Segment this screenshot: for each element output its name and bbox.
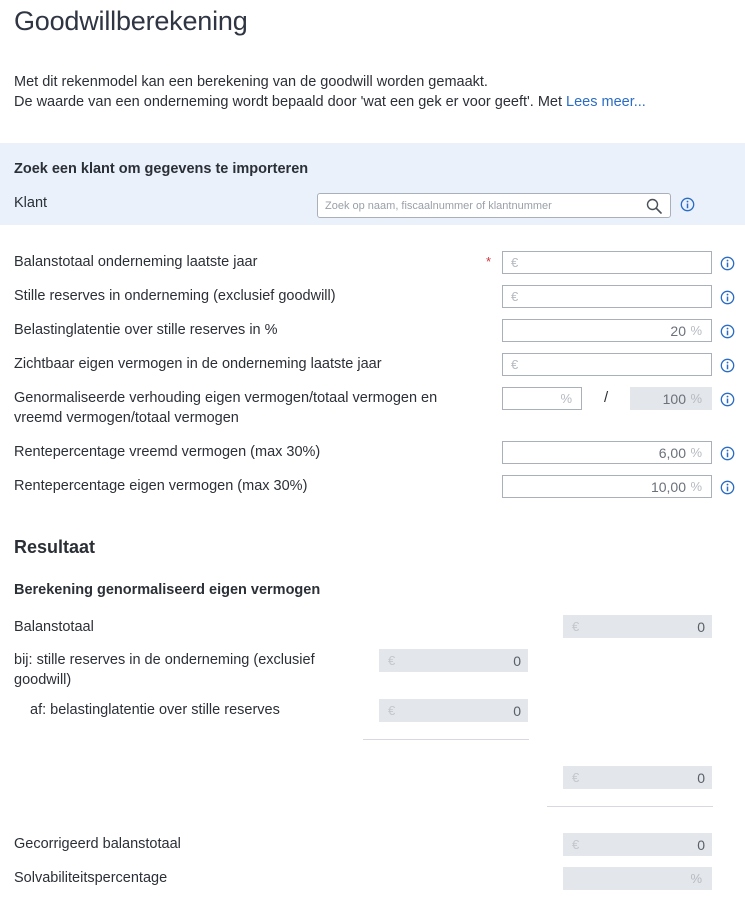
rente-eigen-label: Rentepercentage eigen vermogen (max 30%) — [14, 478, 308, 494]
total-ratio-readonly — [630, 387, 712, 410]
rente-vreemd-value: 6,00 — [658, 445, 686, 461]
rente-eigen-value: 10,00 — [650, 479, 686, 495]
bij-stille-reserves-output — [379, 649, 528, 672]
solvabiliteit-output — [563, 867, 712, 890]
search-icon[interactable] — [646, 198, 662, 214]
solvabiliteit-label: Solvabiliteitspercentage — [14, 870, 168, 886]
client-label: Klant — [14, 195, 48, 211]
euro-unit: € — [572, 619, 580, 634]
balanstotaal-input[interactable] — [502, 251, 712, 274]
euro-unit: € — [572, 770, 580, 785]
result-balanstotaal-value: 0 — [697, 619, 705, 635]
genormaliseerde-verhouding-label-line-1: Genormaliseerde verhouding eigen vermogen/totaal vermogen en — [14, 390, 438, 406]
balanstotaal-label: Balanstotaal onderneming laatste jaar — [14, 254, 258, 270]
result-balanstotaal-label: Balanstotaal — [14, 619, 94, 635]
gecorrigeerd-value: 0 — [697, 837, 705, 853]
info-icon[interactable] — [720, 256, 735, 271]
info-icon[interactable] — [720, 392, 735, 407]
gecorrigeerd-output — [563, 833, 712, 856]
info-icon[interactable] — [720, 290, 735, 305]
percent-unit: % — [690, 391, 702, 406]
af-belastinglatentie-label: af: belastinglatentie over stille reserves — [30, 702, 280, 718]
zichtbaar-ev-input[interactable] — [502, 353, 712, 376]
zichtbaar-ev-label: Zichtbaar eigen vermogen in de onderneming laatste jaar — [14, 356, 382, 372]
bij-stille-reserves-value: 0 — [513, 653, 521, 669]
bij-stille-reserves-label-line-2: goodwill) — [14, 672, 72, 688]
euro-unit: € — [511, 289, 519, 304]
intro-text — [14, 72, 734, 112]
page-title: Goodwillberekening — [14, 6, 248, 36]
percent-unit: % — [690, 323, 702, 338]
client-search-input[interactable] — [318, 194, 628, 217]
required-marker: * — [486, 254, 492, 269]
result-title: Resultaat — [14, 537, 96, 557]
result-balanstotaal-output — [563, 615, 712, 638]
ratio-separator: / — [604, 389, 609, 406]
total-ratio-value: 100 — [662, 391, 686, 407]
bij-stille-reserves-label — [14, 650, 315, 690]
euro-unit: € — [511, 357, 519, 372]
import-panel-title: Zoek een klant om gegevens te importeren — [14, 161, 309, 177]
rente-vreemd-input[interactable] — [502, 441, 712, 464]
stille-reserves-label: Stille reserves in onderneming (exclusief goodwill) — [14, 288, 336, 304]
rente-vreemd-label: Rentepercentage vreemd vermogen (max 30%) — [14, 444, 321, 460]
percent-unit: % — [690, 479, 702, 494]
belastinglatentie-label: Belastinglatentie over stille reserves in % — [14, 322, 278, 338]
af-belastinglatentie-output — [379, 699, 528, 722]
percent-unit: % — [690, 871, 702, 886]
total-divider — [547, 806, 713, 807]
info-icon[interactable] — [720, 358, 735, 373]
lees-meer-link[interactable]: Lees meer... — [566, 94, 646, 110]
intro-line-1: Met dit rekenmodel kan een berekening van de goodwill worden gemaakt. — [14, 74, 488, 90]
result-subtitle: Berekening genormaliseerd eigen vermogen — [14, 582, 321, 598]
info-icon[interactable] — [720, 324, 735, 339]
stille-reserves-input[interactable] — [502, 285, 712, 308]
client-search-box — [317, 193, 671, 218]
gecorrigeerd-label: Gecorrigeerd balanstotaal — [14, 836, 181, 852]
belastinglatentie-value: 20 — [670, 323, 686, 339]
belastinglatentie-input[interactable] — [502, 319, 712, 342]
subtotal-output — [563, 766, 712, 789]
subtotal-divider — [363, 739, 529, 740]
intro-line-2 — [14, 92, 734, 112]
euro-unit: € — [572, 837, 580, 852]
bij-stille-reserves-label-line-1: bij: stille reserves in de onderneming (exclusief — [14, 652, 315, 668]
intro-line-2-text: De waarde van een onderneming wordt bepaald door 'wat een gek er voor geeft'. Met — [14, 94, 563, 110]
import-client-panel — [0, 143, 745, 225]
genormaliseerde-verhouding-label-line-2: vreemd vermogen/totaal vermogen — [14, 410, 239, 426]
percent-unit: % — [690, 445, 702, 460]
genormaliseerde-verhouding-label — [14, 388, 437, 428]
euro-unit: € — [388, 703, 396, 718]
percent-unit: % — [560, 391, 572, 406]
euro-unit: € — [511, 255, 519, 270]
genormaliseerde-verhouding-input[interactable] — [502, 387, 582, 410]
info-icon[interactable] — [720, 480, 735, 495]
euro-unit: € — [388, 653, 396, 668]
af-belastinglatentie-value: 0 — [513, 703, 521, 719]
info-icon[interactable] — [680, 197, 695, 212]
subtotal-value: 0 — [697, 770, 705, 786]
rente-eigen-input[interactable] — [502, 475, 712, 498]
info-icon[interactable] — [720, 446, 735, 461]
